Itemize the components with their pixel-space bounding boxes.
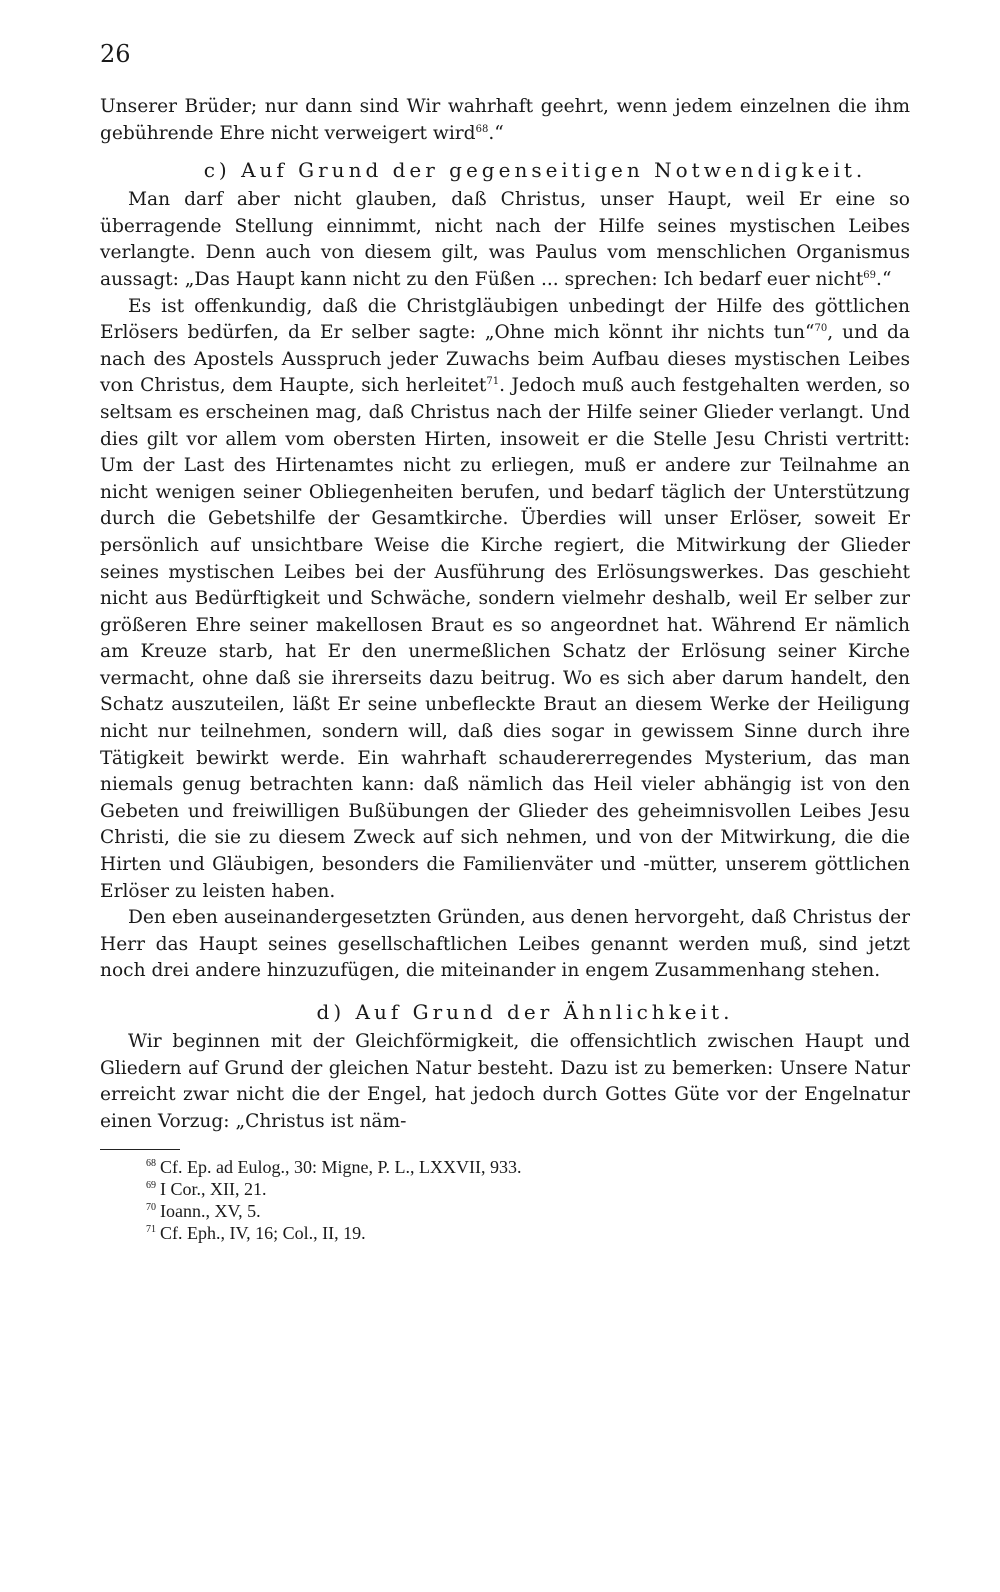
footnote-ref-70[interactable]: 70 xyxy=(814,322,828,334)
footnote-ref-71[interactable]: 71 xyxy=(486,376,500,388)
footnote-ref-69[interactable]: 69 xyxy=(863,269,877,281)
footnote-text: I Cor., XII, 21. xyxy=(160,1179,267,1200)
footnote-ref-68[interactable]: 68 xyxy=(475,123,489,135)
document-page xyxy=(100,40,910,1244)
footnote-mark: 68 xyxy=(146,1158,156,1170)
footnote-text: Cf. Eph., IV, 16; Col., II, 19. xyxy=(160,1223,366,1244)
section-c-paragraph-3: Den eben auseinandergesetzten Gründen, aus denen hervorgeht, daß Christus der Herr das Haupt seines gesellschaftlichen Leibes genannt werden muß, sind jetzt noch drei andere hinzuzufügen, die miteinander in engem Zusammenhang stehen. xyxy=(100,907,910,982)
section-c-heading: c) Auf Grund der gegenseitigen Notwendigkeit. xyxy=(203,158,867,183)
footnote-69 xyxy=(146,1178,910,1200)
footnote-70 xyxy=(146,1200,910,1222)
section-d-heading: d) Auf Grund der Ähnlichkeit. xyxy=(316,1000,734,1024)
section-d-paragraph-1: Wir beginnen mit der Gleichförmigkeit, die offensichtlich zwischen Haupt und Gliedern auf Grund der gleichen Natur besteht. Dazu ist zu bemerken: Unsere Natur erreicht zwar nicht die der Engel, hat jedoch durch Gottes Güte vor der Engelnatur einen Vorzug: „Christus ist näm- xyxy=(100,1031,910,1132)
footnote-text: Ioann., XV, 5. xyxy=(160,1201,261,1222)
footnote-mark: 71 xyxy=(146,1224,156,1236)
footnote-mark: 69 xyxy=(146,1180,156,1192)
section-c-p2-part-b: , und da nach des Apostels Ausspruch jeder Zuwachs beim Aufbau dieses mystischen Leibes von Christus, dem Haupte, sich herleitet xyxy=(100,322,910,397)
continuation-paragraph xyxy=(100,94,910,147)
footnote-divider xyxy=(100,1149,180,1150)
section-c-paragraph-1 xyxy=(100,187,910,293)
section-c-p1-text: Man darf aber nicht glauben, daß Christus, unser Haupt, weil Er eine so überragende Stellung einnimmt, nicht nach der Hilfe seines mystischen Leibes verlangte. Denn auch von diesem gilt, was Paulus vom menschlichen Organismus aussagt: „Das Haupt kann nicht zu den Füßen ... sprechen: Ich bedarf euer nicht xyxy=(100,189,910,290)
continuation-text: Unserer Brüder; nur dann sind Wir wahrhaft geehrt, wenn jedem einzelnen die ihm gebührende Ehre nicht verweigert wird xyxy=(100,96,910,144)
section-c-p1-end: .“ xyxy=(876,268,892,290)
section-c-p2-part-c: . Jedoch muß auch festgehalten werden, so seltsam es erscheinen mag, daß Christus nach der Hilfe seiner Glieder verlangt. Und dies gilt vor allem vom obersten Hirten, insoweit er die Stelle Jesu Christi vertritt: Um der Last des Hirtenamtes nicht zu erliegen, muß er andere zur Teilnahme an nicht wenigen seiner Obliegenheiten berufen, und bedarf täglich der Unterstützung durch die Gebetshilfe der Gesamtkirche. Überdies will unser Erlöser, soweit Er persönlich auf unsichtbare Weise die Kirche regiert, die Mitwirkung der Glieder seines mystischen Leibes bei der Ausführung des Erlösungswerkes. Das geschieht nicht aus Bedürftigkeit und Schwäche, sondern vielmehr deshalb, weil Er selber zur größeren Ehre seiner makellosen Braut es so angeordnet hat. Während Er nämlich am Kreuze starb, hat Er den unermeßlichen Schatz der Erlösung seiner Kirche vermacht, ohne daß sie ihrerseits dazu beitrug. Wo es sich aber darum handelt, den Schatz auszuteilen, läßt Er seine unbefleckte Braut an diesem Werke der Heiligung nicht nur teilnehmen, sondern will, daß dies sogar in gewissem Sinne durch ihre Tätigkeit bewirkt werde. Ein wahrhaft schaudererregendes Mysterium, das man niemals genug betrachten kann: daß nämlich das Heil vieler abhängig ist von den Gebeten und freiwilligen Bußübungen der Glieder des geheimnisvollen Leibes Jesu Christi, die sie zu diesem Zweck auf sich nehmen, und von der Mitwirkung, die die Hirten und Gläubigen, besonders die Familienväter und -mütter, unserem göttlichen Erlöser zu leisten haben. xyxy=(100,375,910,902)
section-c-paragraph-2 xyxy=(100,294,910,906)
footnote-mark: 70 xyxy=(146,1202,156,1214)
footnote-text: Cf. Ep. ad Eulog., 30: Migne, P. L., LXXVII, 933. xyxy=(160,1157,522,1178)
section-c-p2-part-a: Es ist offenkundig, daß die Christgläubigen unbedingt der Hilfe des göttlichen Erlösers bedürfen, da Er selber sagte: „Ohne mich könnt ihr nichts tun“ xyxy=(100,295,910,344)
footnote-71 xyxy=(146,1222,910,1244)
footnotes xyxy=(100,1156,910,1244)
page-number: 26 xyxy=(100,40,131,68)
continuation-end: .“ xyxy=(488,122,504,144)
footnote-68 xyxy=(146,1156,910,1178)
